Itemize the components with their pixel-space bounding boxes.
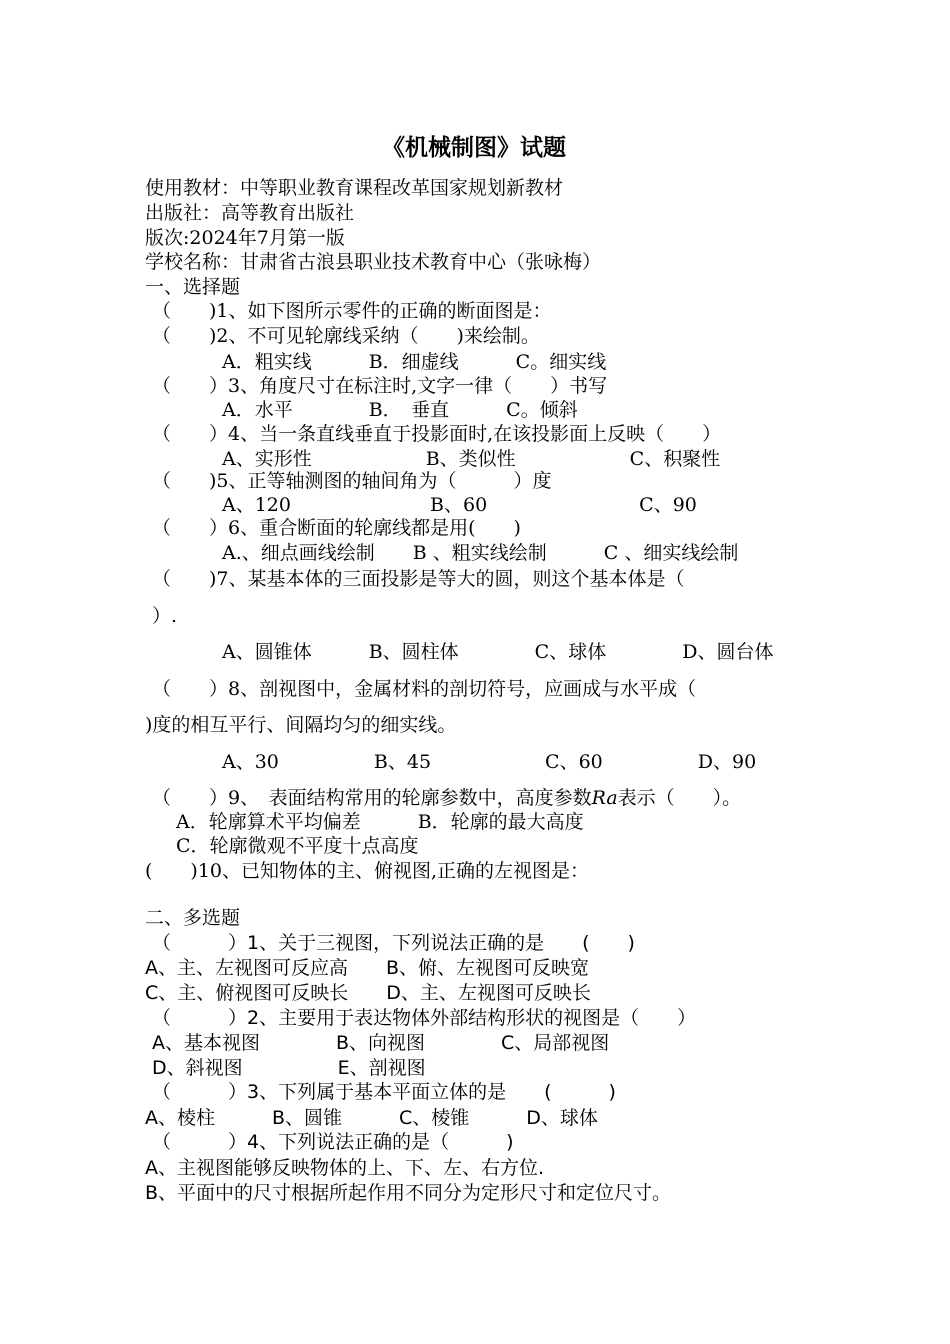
- question-9-text: （ ）9、 表面结构常用的轮廓参数中，高度参数: [152, 787, 592, 809]
- textbook-line: 使用教材：中等职业教育课程改革国家规划新教材: [145, 177, 564, 199]
- multi-question-4-option-a: A、主视图能够反映物体的上、下、左、右方位.: [145, 1157, 545, 1179]
- question-9: [152, 786, 741, 810]
- multi-question-2-options-de: D、斜视图 E、剖视图: [152, 1057, 426, 1079]
- edition-line: 版次:2024年7月第一版: [145, 227, 345, 249]
- page-title: 《机械制图》试题: [382, 134, 566, 161]
- multi-question-3: （ ）3、下列属于基本平面立体的是 ( ): [152, 1081, 616, 1103]
- question-8: （ ）8、剖视图中，金属材料的剖切符号，应画成与水平成（: [152, 678, 697, 700]
- question-2-options: A．粗实线 B．细虚线 C。细实线: [222, 351, 607, 373]
- multi-question-1: （ ）1、关于三视图，下列说法正确的是 ( ): [152, 932, 635, 954]
- multi-question-3-options: A、棱柱 B、圆锥 C、棱锥 D、球体: [145, 1107, 598, 1129]
- question-8-options: A、30 B、45 C、60 D、90: [222, 751, 757, 773]
- multi-question-2-options-abc: A、基本视图 B、向视图 C、局部视图: [152, 1032, 610, 1054]
- question-1: （ )1、如下图所示零件的正确的断面图是：: [152, 300, 552, 322]
- question-3-options: A．水平 B． 垂直 C。倾斜: [222, 399, 578, 421]
- school-line: 学校名称：甘肃省古浪县职业技术教育中心（张咏梅）: [145, 251, 602, 273]
- question-9-option-ab: A．轮廓算术平均偏差 B．轮廓的最大高度: [176, 811, 584, 833]
- question-5-options: A、120 B、60 C、90: [222, 494, 697, 516]
- multi-question-2: （ ）2、主要用于表达物体外部结构形状的视图是（ ）: [152, 1007, 697, 1029]
- question-9-option-c: C．轮廓微观不平度十点高度: [176, 835, 419, 857]
- multi-question-1-options-ab: A、主、左视图可反应高 B、俯、左视图可反映宽: [145, 957, 590, 979]
- question-3: （ ）3、角度尺寸在标注时,文字一律（ ）书写: [152, 375, 608, 397]
- section-heading-multi: 二、多选题: [145, 907, 241, 929]
- question-7-continued: ）.: [152, 605, 178, 627]
- question-5: （ )5、正等轴测图的轴间角为（ ）度: [152, 470, 552, 492]
- question-8-continued: )度的相互平行、间隔均匀的细实线。: [145, 714, 457, 736]
- publisher-line: 出版社：高等教育出版社: [145, 202, 355, 224]
- question-7-options: A、圆锥体 B、圆柱体 C、球体 D、圆台体: [222, 641, 774, 663]
- multi-question-4: （ ）4、下列说法正确的是（ ): [152, 1131, 514, 1153]
- question-9-ra-symbol: Ra: [591, 787, 618, 809]
- question-10: ( )10、已知物体的主、俯视图,正确的左视图是：: [145, 860, 590, 882]
- multi-question-4-option-b: B、平面中的尺寸根据所起作用不同分为定形尺寸和定位尺寸。: [145, 1182, 672, 1204]
- multi-question-1-options-cd: C、主、俯视图可反映长 D、主、左视图可反映长: [145, 982, 591, 1004]
- question-9-text-end: 表示（ ）。: [617, 787, 742, 809]
- question-2: （ )2、不可见轮廓线采纳（ )来绘制。: [152, 325, 540, 347]
- question-4: （ ）4、当一条直线垂直于投影面时,在该投影面上反映（ ）: [152, 423, 722, 445]
- question-7: （ )7、某基本体的三面投影是等大的圆，则这个基本体是（: [152, 568, 685, 590]
- question-4-options: A、实形性 B、类似性 C、积聚性: [222, 448, 721, 470]
- question-6-options: A.、细点画线绘制 B 、粗实线绘制 C 、细实线绘制: [222, 542, 739, 564]
- section-heading-choice: 一、选择题: [145, 276, 241, 298]
- question-6: （ ）6、重合断面的轮廓线都是用( ): [152, 517, 521, 539]
